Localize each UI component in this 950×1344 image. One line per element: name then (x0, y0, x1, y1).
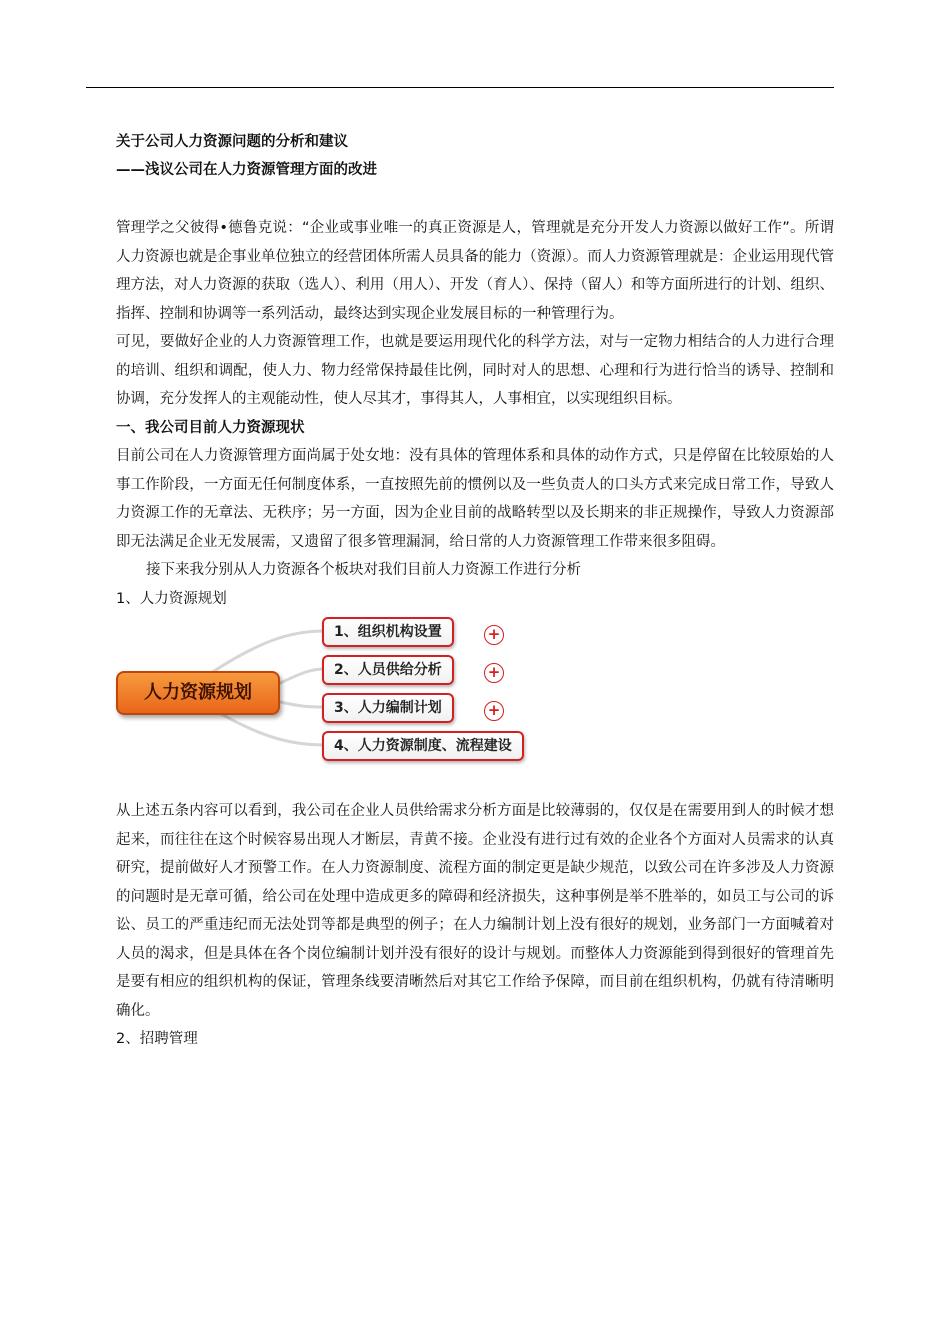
mindmap-node-policy-process[interactable]: 4、人力资源制度、流程建设 (322, 731, 524, 761)
expand-plus-icon[interactable]: + (484, 663, 504, 683)
connector-3 (276, 701, 324, 707)
section-1-heading: 一、我公司目前人力资源现状 (116, 419, 305, 436)
document-body (116, 128, 834, 1054)
mindmap-node-staff-supply[interactable]: 2、人员供给分析 (322, 655, 454, 685)
expand-plus-icon[interactable]: + (484, 625, 504, 645)
intro-paragraph-2: 可见，要做好企业的人力资源管理工作，也就是要运用现代化的科学方法，对与一定物力相结合的人力进行合理的培训、组织和调配，使人力、物力经常保持最佳比例，同时对人的思想、心理和行为进行恰当的诱导、控制和协调，充分发挥人的主观能动性，使人尽其才，事得其人，人事相宜，以实现组织目标。 (116, 334, 834, 407)
connector-4 (216, 711, 324, 745)
hr-planning-mindmap (116, 615, 834, 775)
connector-2 (276, 669, 324, 685)
subsection-1-heading: 1、人力资源规划 (116, 590, 227, 607)
section-1-lead-in: 接下来我分别从人力资源各个板块对我们目前人力资源工作进行分析 (146, 562, 581, 578)
document-title: 关于公司人力资源问题的分析和建议 (116, 134, 348, 150)
header-rule (86, 87, 834, 88)
analysis-paragraph: 从上述五条内容可以看到，我公司在企业人员供给需求分析方面是比较薄弱的，仅仅是在需要用到人的时候才想起来，而往往在这个时候容易出现人才断层，青黄不接。企业没有进行过有效的企业各个方面对人员需求的认真研究，提前做好人才预警工作。在人力资源制度、流程方面的制定更是缺少规范，以致公司在许多涉及人力资源的问题时是无章可循，给公司在处理中造成更多的障碍和经济损失，这种事例是举不胜举的，如员工与公司的诉讼、员工的严重违纪而无法处罚等都是典型的例子；在人力编制计划上没有很好的规划，业务部门一方面喊着对人员的渴求，但是具体在各个岗位编制计划并没有很好的设计与规划。而整体人力资源能到得到很好的管理首先是要有相应的组织机构的保证，管理条线要清晰然后对其它工作给予保障，而目前在组织机构，仍就有待清晰明确化。 (116, 803, 834, 1019)
intro-paragraph-1: 管理学之父彼得•德鲁克说：“企业或事业唯一的真正资源是人，管理就是充分开发人力资源以做好工作”。所谓人力资源也就是企事业单位独立的经营团体所需人员具备的能力（资源）。而人力资源管理就是：企业运用现代管理方法，对人力资源的获取（选人）、利用（用人）、开发（育人）、保持（留人）和等方面所进行的计划、组织、指挥、控制和协调等一系列活动，最终达到实现企业发展目标的一种管理行为。 (116, 220, 834, 322)
section-1-paragraph: 目前公司在人力资源管理方面尚属于处女地：没有具体的管理体系和具体的动作方式，只是停留在比较原始的人事工作阶段，一方面无任何制度体系，一直按照先前的惯例以及一些负责人的口头方式来完成日常工作，导致人力资源工作的无章法、无秩序；另一方面，因为企业目前的战略转型以及长期来的非正规操作，导致人力资源部即无法满足企业无发展需，又遗留了很多管理漏洞，给日常的人力资源管理工作带来很多阻碍。 (116, 448, 834, 550)
mindmap-node-org-structure[interactable]: 1、组织机构设置 (322, 617, 454, 647)
mindmap-node-staffing-plan[interactable]: 3、人力编制计划 (322, 693, 454, 723)
subsection-2-heading: 2、招聘管理 (116, 1031, 198, 1047)
connector-1 (211, 631, 324, 673)
document-subtitle: ——浅议公司在人力资源管理方面的改进 (116, 162, 377, 178)
mindmap-root: 人力资源规划 (116, 671, 280, 715)
expand-plus-icon[interactable]: + (484, 701, 504, 721)
